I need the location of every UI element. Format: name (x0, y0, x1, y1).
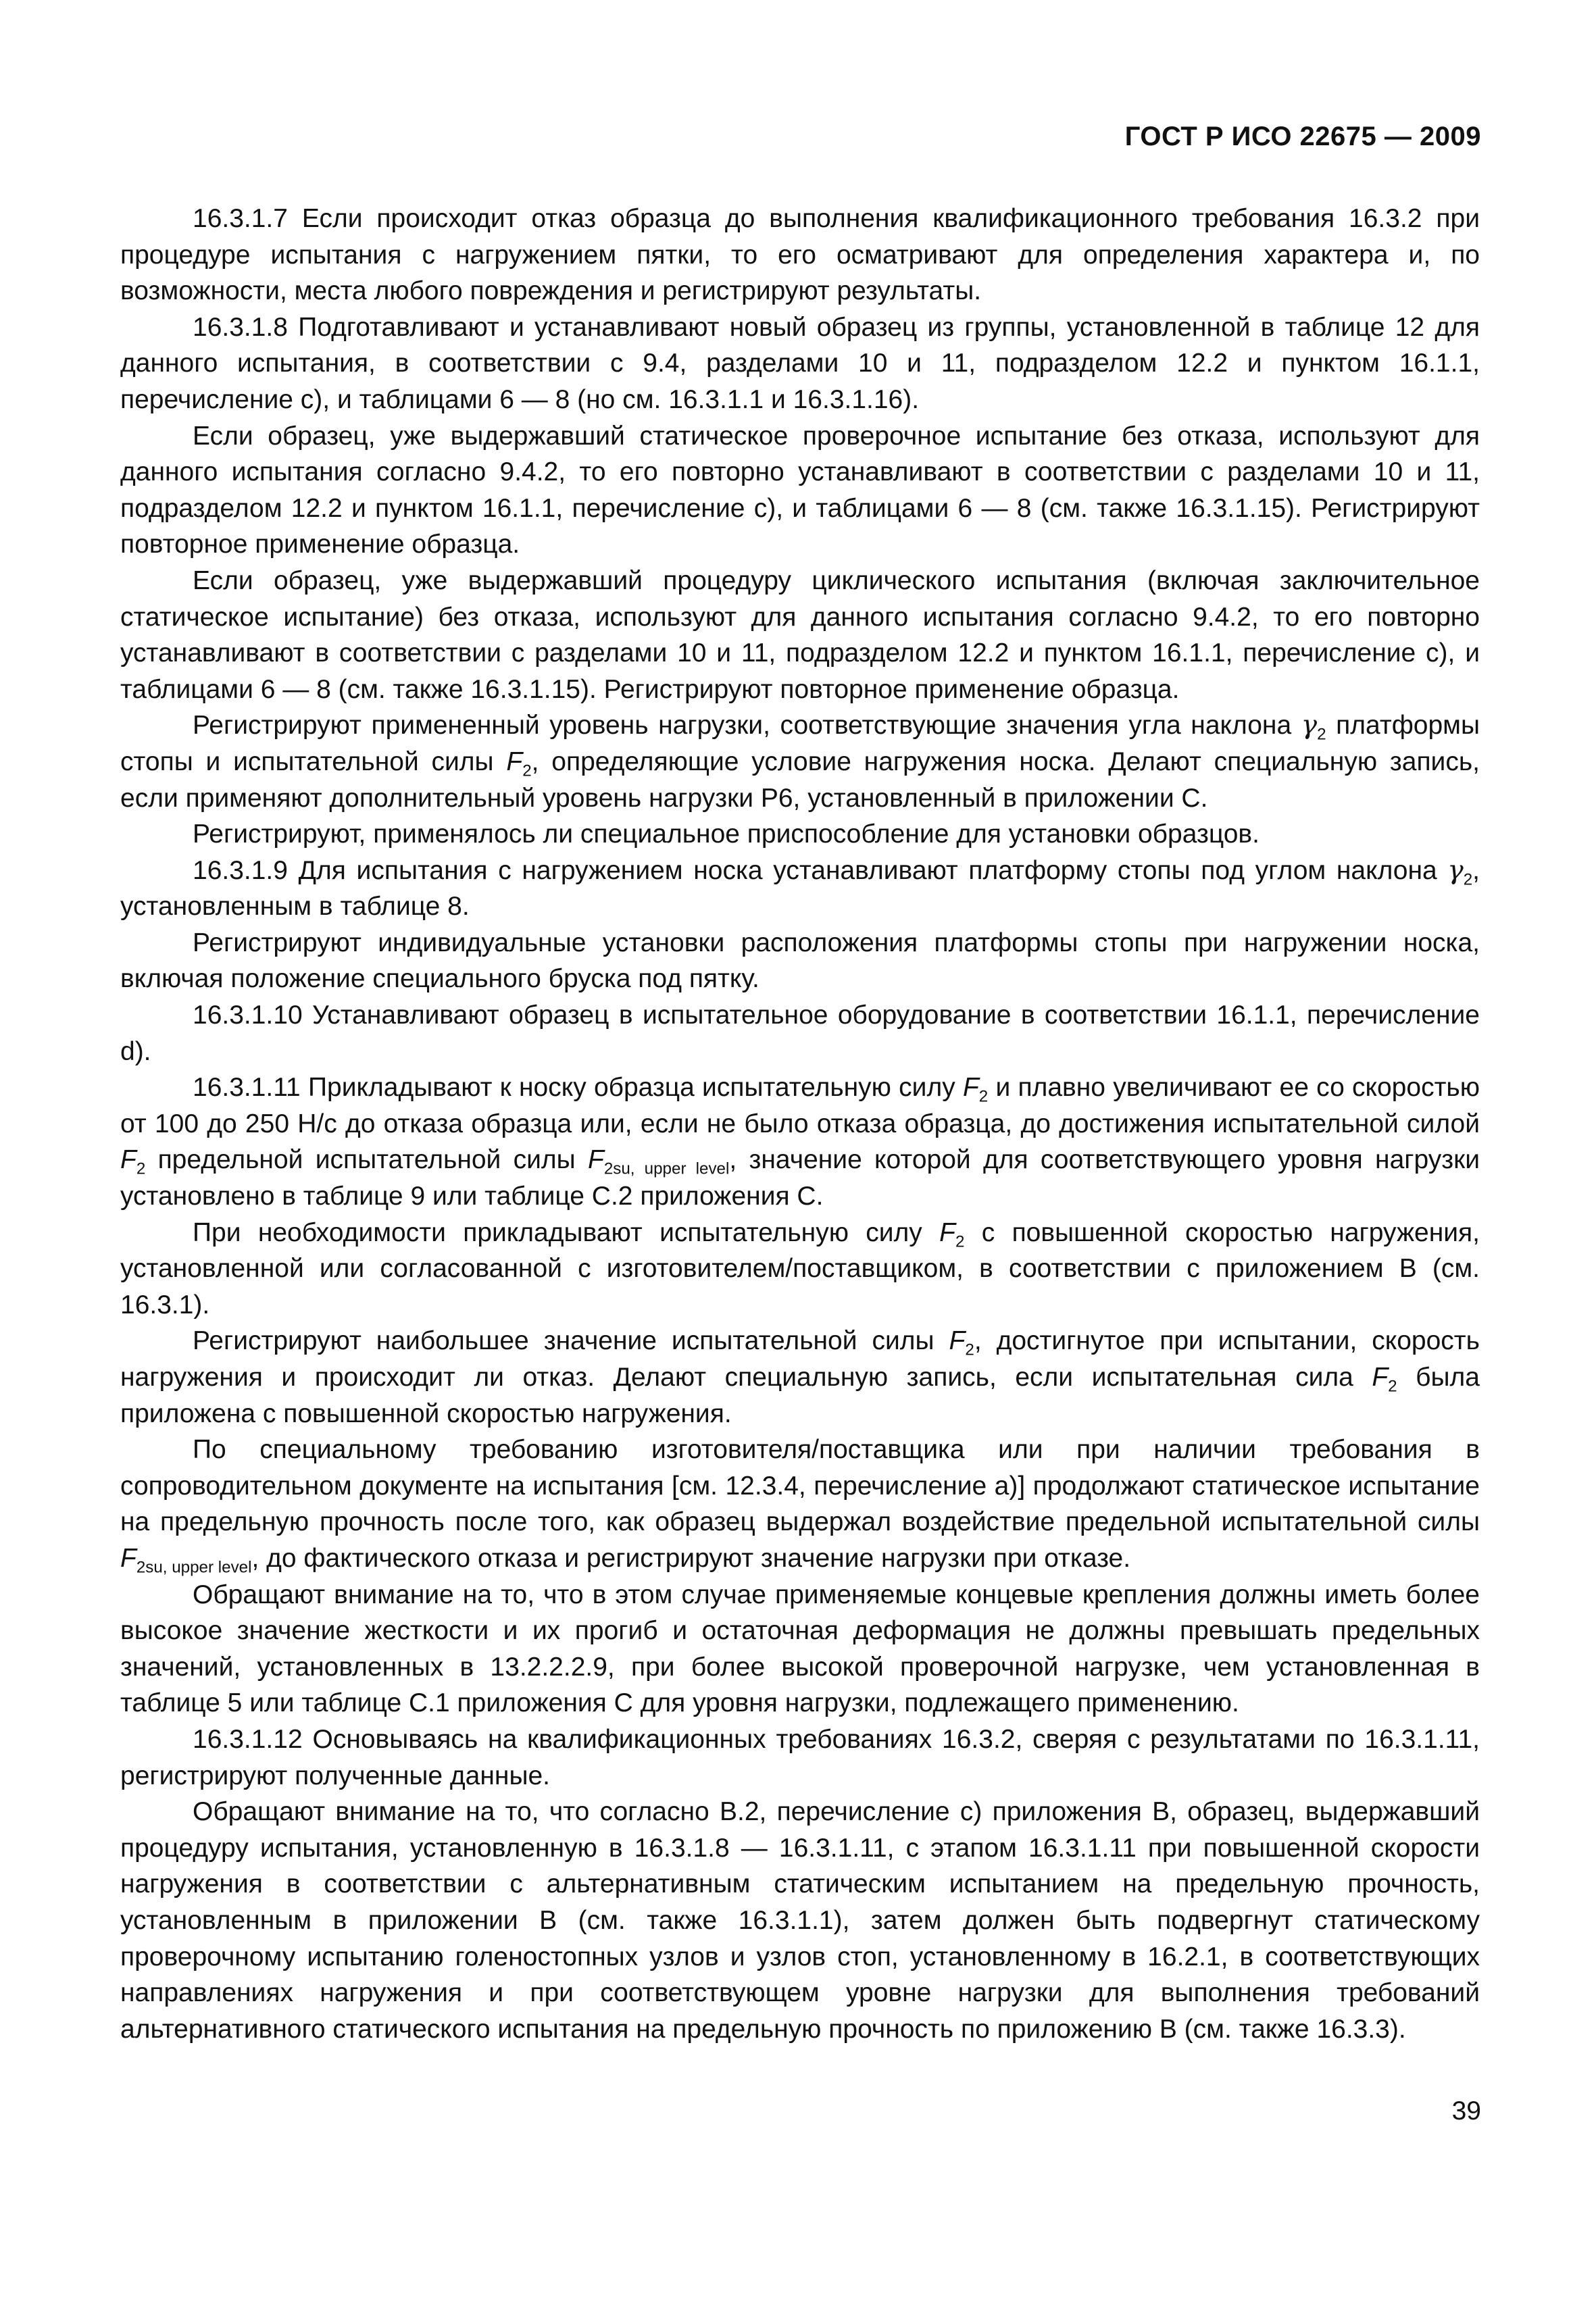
paragraph: 16.3.1.9 Для испытания с нагружением носка устанавливают платформу стопы под углом наклона $\gamma_2$, установленным в таблице 8. (120, 855, 1480, 922)
paragraph: Регистрируют наибольшее значение испытательной силы $F_2$, достигнутое при испытании, скорость нагружения и происходит ли отказ. Делают специальную запись, если испытательная сила $F_2$ была приложена с повышенной скоростью нагружения. (120, 1326, 1480, 1428)
paragraph: Регистрируют примененный уровень нагрузки, соответствующие значения угла наклона $\gamma_2$ платформы стопы и испытательной силы $F_2$, определяющие условие нагружения носка. Делают специальную запись, если применяют дополнительный уровень нагрузки Р6, установленный в приложении С. (120, 710, 1480, 813)
paragraph: 16.3.1.10 Устанавливают образец в испытательное оборудование в соответствии 16.1.1, перечисление d). (120, 1001, 1480, 1066)
standard-header: ГОСТ Р ИСО 22675 — 2009 (1124, 122, 1481, 151)
paragraph: 16.3.1.12 Основываясь на квалификационных требованиях 16.3.2, сверяя с результатами по 16.3.1.11, регистрируют полученные данные. (120, 1724, 1480, 1790)
paragraph: По специальному требованию изготовителя/поставщика или при наличии требования в сопроводительном документе на испытания [см. 12.3.4, перечисление а)] продолжают статическое испытание на предельную прочность после того, как образец выдержал воздействие предельной испытательной силы $F_{2su, upper level}$, до фактического отказа и регистрируют значение нагрузки при отказе. (120, 1435, 1480, 1577)
paragraph: 16.3.1.8 Подготавливают и устанавливают новый образец из группы, установленной в таблице 12 для данного испытания, в соответствии с 9.4, разделами 10 и 11, подразделом 12.2 и пунктом 16.1.1, перечисление с), и таблицами 6 — 8 (но см. 16.3.1.1 и 16.3.1.16). (120, 312, 1480, 414)
document-body (120, 201, 1480, 2047)
page-number: 39 (1451, 2096, 1481, 2126)
paragraph: Если образец, уже выдержавший процедуру циклического испытания (включая заключительное статическое испытание) без отказа, используют для данного испытания согласно 9.4.2, то его повторно устанавливают в соответствии с разделами 10 и 11, подразделом 12.2 и пунктом 16.1.1, перечисление с), и таблицами 6 — 8 (см. также 16.3.1.15). Регистрируют повторное применение образца. (120, 565, 1480, 704)
paragraph: Регистрируют, применялось ли специальное приспособление для установки образцов. (193, 820, 1260, 849)
paragraph: Регистрируют индивидуальные установки расположения платформы стопы при нагружении носка, включая положение специального бруска под пятку. (120, 928, 1480, 994)
paragraph: 16.3.1.7 Если происходит отказ образца до выполнения квалификационного требования 16.3.2 при процедуре испытания с нагружением пятки, то его осматривают для определения характера и, по возможности, места любого повреждения и регистрируют результаты. (120, 204, 1480, 306)
paragraph: Обращают внимание на то, что согласно В.2, перечисление с) приложения В, образец, выдержавший процедуру испытания, установленную в 16.3.1.8 — 16.3.1.11, с этапом 16.3.1.11 при повышенной скорости нагружения в соответствии с альтернативным статическим испытанием на предельную прочность, установленным в приложении В (см. также 16.3.1.1), затем должен быть подвергнут статическому проверочному испытанию голеностопных узлов и узлов стоп, установленному в 16.2.1, в соответствующих направлениях нагружения и при соответствующем уровне нагрузки для выполнения требований альтернативного статического испытания на предельную прочность по приложению В (см. также 16.3.3). (120, 1797, 1480, 2044)
paragraph: Обращают внимание на то, что в этом случае применяемые концевые крепления должны иметь более высокое значение жесткости и их прогиб и остаточная деформация не должны превышать предельных значений, установленных в 13.2.2.2.9, при более высокой проверочной нагрузке, чем установленная в таблице 5 или таблице С.1 приложения С для уровня нагрузки, подлежащего применению. (120, 1580, 1480, 1718)
paragraph: Если образец, уже выдержавший статическое проверочное испытание без отказа, используют для данного испытания согласно 9.4.2, то его повторно устанавливают в соответствии с разделами 10 и 11, подразделом 12.2 и пунктом 16.1.1, перечисление с), и таблицами 6 — 8 (см. также 16.3.1.15). Регистрируют повторное применение образца. (120, 421, 1480, 559)
paragraph: При необходимости прикладывают испытательную силу $F_2$ с повышенной скоростью нагружения, установленной или согласованной с изготовителем/поставщиком, в соответствии с приложением В (см. 16.3.1). (120, 1217, 1480, 1319)
paragraph: 16.3.1.11 Прикладывают к носку образца испытательную силу $F_2$ и плавно увеличивают ее со скоростью от 100 до 250 Н/с до отказа образца или, если не было отказа образца, до достижения испытательной силой $F_2$ предельной испытательной силы $F_{2su, upper level}$, значение которой для соответствующего уровня нагрузки установлено в таблице 9 или таблице С.2 приложения С. (120, 1073, 1480, 1211)
